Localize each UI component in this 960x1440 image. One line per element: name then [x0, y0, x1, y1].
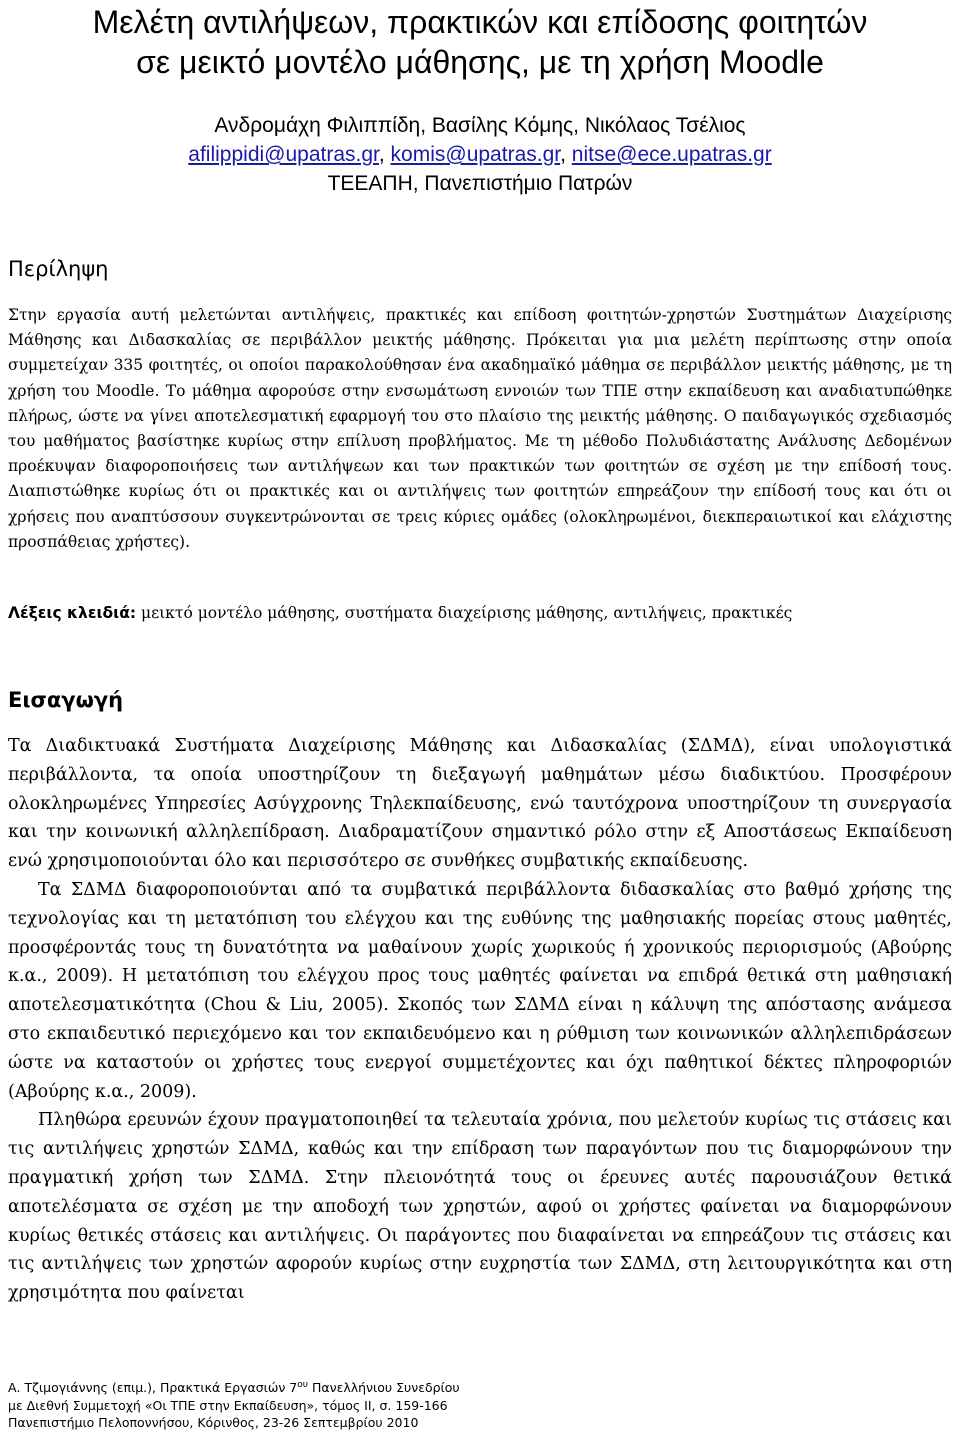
paper-title — [0, 2, 960, 82]
email-link-tselios[interactable]: nitse@ece.upatras.gr — [571, 143, 772, 166]
title-line-2: σε μεικτό μοντέλο μάθησης, με τη χρήση Moodle — [136, 44, 824, 80]
author-list: Ανδρομάχη Φιλιππίδη, Βασίλης Κόμης, Νικόλαος Τσέλιος — [214, 114, 746, 137]
keywords-line: Λέξεις κλειδιά: μεικτό μοντέλο μάθησης, συστήματα διαχείρισης μάθησης, αντιλήψεις, πρακτικές — [8, 604, 793, 622]
keywords-label: Λέξεις κλειδιά — [8, 604, 130, 622]
intro-paragraph: Πληθώρα ερευνών έχουν πραγματοποιηθεί τα τελευταία χρόνια, που μελετούν κυρίως τις στάσεις και τις αντιλήψεις χρηστών ΣΔΜΔ, καθώς και την επίδραση των παραγόντων που τις διαμορφώνουν την πραγματική χρήση των ΣΔΜΔ. Στην πλειονότητά τους οι έρευνες αυτές παρουσιάζουν θετικά αποτελέσματα σε σχέση με την αποδοχή των χρηστών, αφού οι χρήστες φαίνεται να διαμορφώνουν κυρίως θετικές στάσεις και αντιλήψεις. Οι παράγοντες που διαφαίνεται να επηρεάζουν τις στάσεις και τις αντιλήψεις των χρηστών αφορούν κυρίως στην ευχρηστία των ΣΔΜΔ, στη λειτουργικότητα και στη χρησιμότητα που φαίνεται — [8, 1110, 952, 1304]
introduction-heading: Εισαγωγή — [8, 688, 124, 712]
abstract-text: Στην εργασία αυτή μελετώνται αντιλήψεις, πρακτικές και επίδοση φοιτητών-χρηστών Συστημάτων Διαχείρισης Μάθησης και Διδασκαλίας σε περιβάλλον μεικτής μάθησης. Πρόκειται για μια μελέτη περίπτωσης στην οποία συμμετείχαν 335 φοιτητές, οι οποίοι παρακολούθησαν ένα ακαδημαϊκό μάθημα σε περιβάλλον μεικτής μάθησης, με τη χρήση του Moodle. Το μάθημα αφορούσε στην ενσωμάτωση εννοιών των ΤΠΕ στην εκπαίδευση και αναδιατυπώθηκε πλήρως, ώστε να γίνει αποτελεσματική εφαρμογή του στο πλαίσιο της μεικτής μάθησης. Ο παιδαγωγικός σχεδιασμός του μαθήματος βασίστηκε κυρίως στην επίλυση προβλήματος. Με τη μέθοδο Πολυδιάστατης Ανάλυσης Δεδομένων προέκυψαν διαφοροποιήσεις των αντιλήψεων και των πρακτικών των φοιτητών σε σχέση με την επίδοσή τους. Διαπιστώθηκε κυρίως ότι οι πρακτικές και οι αντιλήψεις των φοιτητών επηρεάζουν την επίδοσή τους και ότι οι χρήσεις που αναπτύσσουν συγκεντρώνονται σε τρεις κύριες ομάδες (ολοκληρωμένοι, διεκπεραιωτικοί και ελάχιστης προσπάθειας χρήστες). — [8, 306, 952, 551]
author-emails: afilippidi@upatras.gr, komis@upatras.gr, nitse@ece.upatras.gr — [188, 143, 772, 166]
keywords-list: μεικτό μοντέλο μάθησης, συστήματα διαχείρισης μάθησης, αντιλήψεις, πρακτικές — [141, 604, 793, 622]
title-line-1: Μελέτη αντιλήψεων, πρακτικών και επίδοσης φοιτητών — [92, 4, 868, 40]
intro-paragraph: Τα Διαδικτυακά Συστήματα Διαχείρισης Μάθησης και Διδασκαλίας (ΣΔΜΔ), είναι υπολογιστικά περιβάλλοντα, τα οποία υποστηρίζουν τη διεξαγωγή μαθημάτων μέσω διαδικτύου. Προσφέρουν ολοκληρωμένες Υπηρεσίες Ασύγχρονης Τηλεκπαίδευσης, ενώ ταυτόχρονα υποστηρίζουν τη συνεργασία και την κοινωνική αλληλεπίδραση. Διαδραματίζουν σημαντικό ρόλο στην εξ Αποστάσεως Εκπαίδευση ενώ χρησιμοποιούνται όλο και περισσότερο σε συνθήκες συμβατικής εκπαίδευσης. — [8, 736, 952, 872]
citation-footer — [8, 1379, 952, 1432]
intro-paragraph: Τα ΣΔΜΔ διαφοροποιούνται από τα συμβατικά περιβάλλοντα διδασκαλίας στο βαθμό χρήσης της τεχνολογίας και τη μετατόπιση του ελέγχου και της ευθύνης της μαθησιακής πορείας στους μαθητές, προσφέροντάς τους τη δυνατότητα να μαθαίνουν χωρίς χωρικούς ή χρονικούς περιορισμούς (Αβούρης κ.α., 2009). Η μετατόπιση του ελέγχου προς τους μαθητές φαίνεται να επιδρά θετικά στη μαθησιακή αποτελεσματικότητα (Chou & Liu, 2005). Σκοπός των ΣΔΜΔ είναι η κάλυψη της απόστασης ανάμεσα στο εκπαιδευτικό περιεχόμενο και τον εκπαιδευόμενο και η ρύθμιση των κοινωνικών αλληλεπιδράσεων ώστε να καταστούν οι χρήστες τους ενεργοί συμμετέχοντες και όχι παθητικοί δέκτες πληροφοριών (Αβούρης κ.α., 2009). — [8, 879, 952, 1102]
affiliation: ΤΕΕΑΠΗ, Πανεπιστήμιο Πατρών — [327, 172, 633, 195]
footer-line-2: με Διεθνή Συμμετοχή «Οι ΤΠΕ στην Εκπαίδευση», τόμος ΙΙ, σ. 159-166 — [8, 1397, 448, 1413]
abstract-heading: Περίληψη — [8, 257, 109, 281]
email-link-filippidi[interactable]: afilippidi@upatras.gr — [188, 143, 379, 166]
introduction-body — [8, 732, 952, 1308]
footer-line-1: Α. Τζιμογιάννης (επιμ.), Πρακτικά Εργασιών $7^{o\upsilon}$ Πανελλήνιου Συνεδρίου — [8, 1380, 460, 1395]
email-link-komis[interactable]: komis@upatras.gr — [390, 143, 561, 166]
footer-line-3: Πανεπιστήμιο Πελοποννήσου, Κόρινθος, 23-26 Σεπτεμβρίου 2010 — [8, 1415, 419, 1430]
